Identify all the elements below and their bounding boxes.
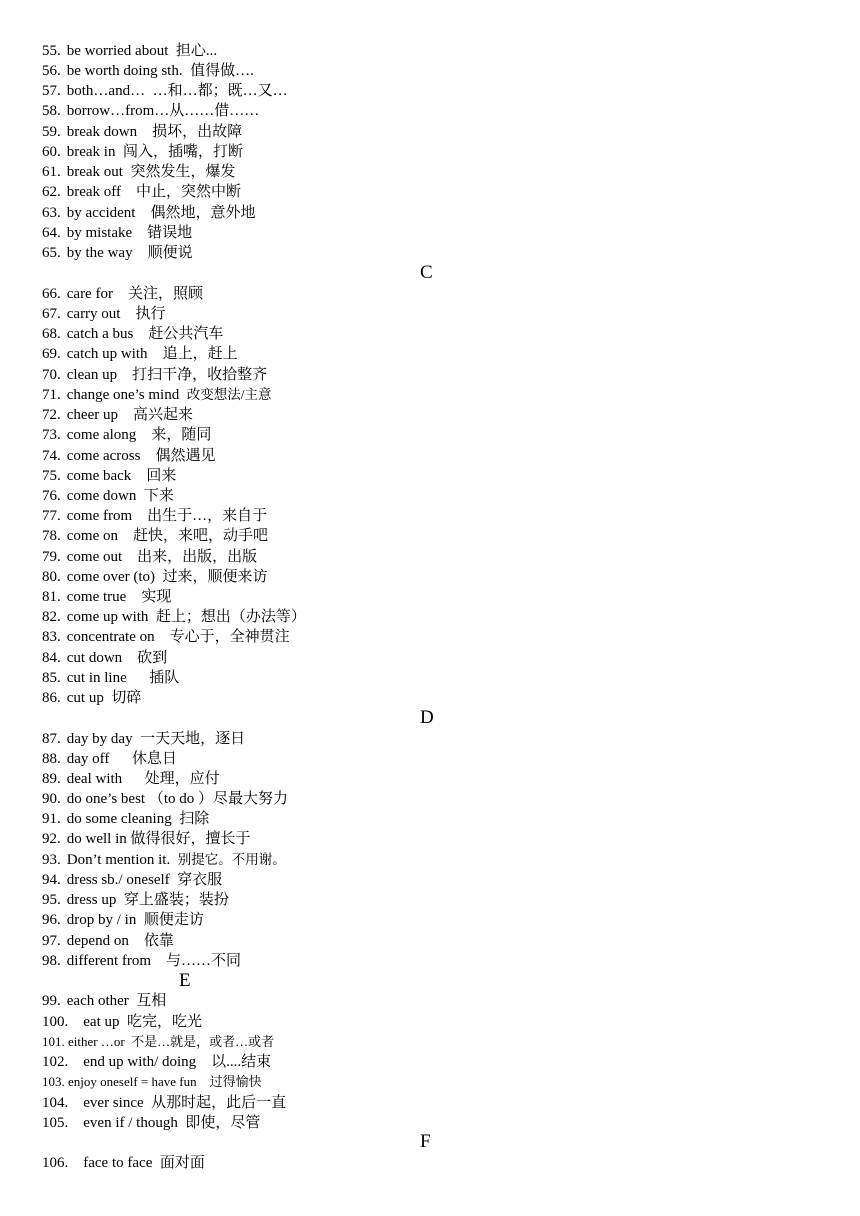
list-item: 98. different from 与……不同 xyxy=(42,953,242,969)
list-item: 84. cut down 砍到 xyxy=(42,650,168,666)
list-item: 73. come along 来，随同 xyxy=(42,427,212,443)
list-item: 56. be worth doing sth. 值得做…. xyxy=(42,63,254,79)
list-item: 106. face to face 面对面 xyxy=(42,1155,205,1171)
list-item: 90. do one’s best （to do ）尽最大努力 xyxy=(42,791,288,807)
list-item: 91. do some cleaning 扫除 xyxy=(42,811,210,827)
list-item: 58. borrow…from…从……借…… xyxy=(42,103,260,119)
list-item: 70. clean up 打扫干净，收拾整齐 xyxy=(42,367,268,383)
list-item: 99. each other 互相 xyxy=(42,993,167,1009)
list-item: 59. break down 损坏，出故障 xyxy=(42,124,243,140)
list-item: 82. come up with 赶上；想出（办法等） xyxy=(42,609,306,625)
list-item: 62. break off 中止，突然中断 xyxy=(42,184,242,200)
list-item: 105. even if / though 即使，尽管 xyxy=(42,1115,261,1131)
section-heading-d: D xyxy=(420,707,434,728)
list-item: 79. come out 出来，出版，出版 xyxy=(42,549,258,565)
list-item: 86. cut up 切碎 xyxy=(42,690,142,706)
list-item: 87. day by day 一天天地，逐日 xyxy=(42,731,246,747)
list-item: 95. dress up 穿上盛装；装扮 xyxy=(42,892,229,908)
list-item: 68. catch a bus 赶公共汽车 xyxy=(42,326,224,342)
list-item: 103. enjoy oneself = have fun 过得愉快 xyxy=(42,1074,262,1089)
list-item: 96. drop by / in 顺便走访 xyxy=(42,912,204,928)
section-heading-e: E xyxy=(179,970,191,991)
list-item: 69. catch up with 追上，赶上 xyxy=(42,346,238,362)
list-item: 93. Don’t mention it. 别提它。不用谢。 xyxy=(42,852,286,868)
list-item: 75. come back 回来 xyxy=(42,468,177,484)
list-item: 88. day off 休息日 xyxy=(42,751,177,767)
section-heading-f: F xyxy=(420,1131,431,1152)
list-item: 57. both…and… …和…都；既…又… xyxy=(42,83,288,99)
list-item: 94. dress sb./ oneself 穿衣服 xyxy=(42,872,223,888)
list-item: 100. eat up 吃完，吃光 xyxy=(42,1014,202,1030)
list-item: 102. end up with/ doing 以....结束 xyxy=(42,1054,272,1070)
list-item: 72. cheer up 高兴起来 xyxy=(42,407,193,423)
list-item: 101. either …or 不是…就是，或者…或者 xyxy=(42,1034,275,1049)
list-item: 80. come over (to) 过来，顺便来访 xyxy=(42,569,268,585)
list-item: 92. do well in 做得很好，擅长于 xyxy=(42,831,251,847)
list-item: 104. ever since 从那时起，此后一直 xyxy=(42,1095,287,1111)
list-item: 66. care for 关注，照顾 xyxy=(42,286,203,302)
list-item: 61. break out 突然发生，爆发 xyxy=(42,164,236,180)
section-heading-c: C xyxy=(420,262,433,283)
list-item: 78. come on 赶快，来吧，动手吧 xyxy=(42,528,268,544)
list-item: 63. by accident 偶然地，意外地 xyxy=(42,205,256,221)
list-item: 55. be worried about 担心... xyxy=(42,43,218,59)
list-item: 64. by mistake 错误地 xyxy=(42,225,193,241)
list-item: 89. deal with 处理，应付 xyxy=(42,771,220,787)
list-item: 76. come down 下来 xyxy=(42,488,174,504)
list-item: 97. depend on 依靠 xyxy=(42,933,174,949)
list-item: 65. by the way 顺便说 xyxy=(42,245,193,261)
list-item: 60. break in 闯入，插嘴，打断 xyxy=(42,144,243,160)
list-item: 81. come true 实现 xyxy=(42,589,172,605)
list-item: 83. concentrate on 专心于，全神贯注 xyxy=(42,629,290,645)
list-item: 74. come across 偶然遇见 xyxy=(42,448,216,464)
list-item: 77. come from 出生于…，来自于 xyxy=(42,508,268,524)
list-item: 71. change one’s mind 改变想法/主意 xyxy=(42,387,272,403)
list-item: 67. carry out 执行 xyxy=(42,306,166,322)
list-item: 85. cut in line 插队 xyxy=(42,670,180,686)
